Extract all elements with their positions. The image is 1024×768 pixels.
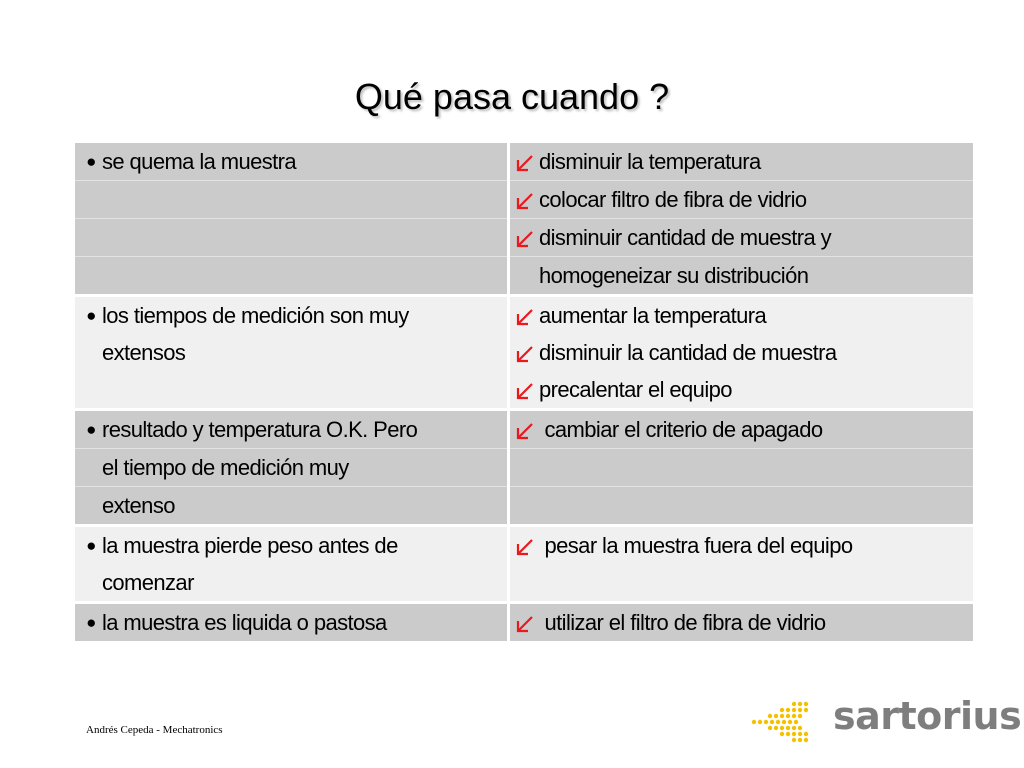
- bullet-icon: ●: [86, 613, 96, 632]
- arrow-down-left-icon: [516, 615, 534, 633]
- solution-text: colocar filtro de fibra de vidrio: [539, 187, 807, 212]
- solution-text: utilizar el filtro de fibra de vidrio: [539, 610, 826, 635]
- bullet-icon: ●: [86, 536, 96, 555]
- solution-line: [510, 604, 973, 641]
- arrow-down-left-icon: [516, 345, 534, 363]
- problem-line: [75, 411, 507, 449]
- solution-cell: [510, 527, 973, 604]
- solution-cell: [510, 411, 973, 527]
- problem-cell: [75, 143, 507, 297]
- solution-line: [510, 487, 973, 524]
- problem-text: la muestra es liquida o pastosa: [102, 610, 387, 635]
- problem-line: [75, 604, 507, 641]
- arrow-down-left-icon: [516, 308, 534, 326]
- problem-text: los tiempos de medición son muy: [102, 303, 409, 328]
- solution-text: aumentar la temperatura: [539, 303, 767, 328]
- bullet-icon: ●: [86, 420, 96, 439]
- solution-line: [510, 143, 973, 181]
- solution-line: [510, 181, 973, 219]
- problem-line: [75, 297, 507, 334]
- problem-text: la muestra pierde peso antes de: [102, 533, 398, 558]
- solution-line: [510, 297, 973, 334]
- problem-line: [75, 449, 507, 487]
- solution-cell: [510, 143, 973, 297]
- solution-cell: [510, 604, 973, 644]
- solution-line: [510, 527, 973, 564]
- solution-text: precalentar el equipo: [539, 377, 732, 402]
- solution-text: homogeneizar su distribución: [539, 263, 809, 288]
- solution-text: disminuir cantidad de muestra y: [539, 225, 831, 250]
- solution-line: [510, 449, 973, 487]
- problem-cell: [75, 604, 507, 644]
- problem-line: [75, 371, 507, 408]
- arrow-down-left-icon: [516, 382, 534, 400]
- bullet-icon: ●: [86, 306, 96, 325]
- problem-solution-table: [72, 143, 976, 644]
- problem-line: [75, 334, 507, 371]
- slide-title: Qué pasa cuando ?: [354, 76, 670, 117]
- solution-text: disminuir la cantidad de muestra: [539, 340, 837, 365]
- problem-line: [75, 564, 507, 601]
- footer-author: Andrés Cepeda - Mechatronics: [86, 724, 223, 736]
- sartorius-logo-dots-icon: [750, 700, 812, 746]
- problem-text: resultado y temperatura O.K. Pero: [102, 417, 418, 442]
- sartorius-logo-text: sartorius: [833, 694, 1022, 738]
- problem-cell: [75, 411, 507, 527]
- problem-line: [75, 487, 507, 524]
- problem-line: [75, 143, 507, 181]
- solution-line: [510, 334, 973, 371]
- problem-text: comenzar: [102, 570, 194, 595]
- arrow-down-left-icon: [516, 154, 534, 172]
- problem-cell: [75, 297, 507, 411]
- arrow-down-left-icon: [516, 538, 534, 556]
- solution-line: [510, 371, 973, 408]
- table-row: [75, 411, 973, 527]
- problem-text: extenso: [102, 493, 175, 518]
- problem-line: [75, 219, 507, 257]
- arrow-down-left-icon: [516, 422, 534, 440]
- solution-text: cambiar el criterio de apagado: [539, 417, 823, 442]
- table-row: [75, 604, 973, 644]
- table-row: [75, 527, 973, 604]
- problem-text: extensos: [102, 340, 186, 365]
- problem-line: [75, 527, 507, 564]
- table-row: [75, 143, 973, 297]
- bullet-icon: ●: [86, 152, 96, 171]
- table-row: [75, 297, 973, 411]
- solution-cell: [510, 297, 973, 411]
- problem-cell: [75, 527, 507, 604]
- solution-line: [510, 257, 973, 294]
- arrow-down-left-icon: [516, 192, 534, 210]
- problem-line: [75, 181, 507, 219]
- solution-line: [510, 219, 973, 257]
- problem-line: [75, 257, 507, 294]
- solution-text: disminuir la temperatura: [539, 149, 761, 174]
- problem-text: se quema la muestra: [102, 149, 297, 174]
- solution-text: pesar la muestra fuera del equipo: [539, 533, 853, 558]
- solution-line: [510, 411, 973, 449]
- arrow-down-left-icon: [516, 230, 534, 248]
- solution-line: [510, 564, 973, 601]
- problem-text: el tiempo de medición muy: [102, 455, 349, 480]
